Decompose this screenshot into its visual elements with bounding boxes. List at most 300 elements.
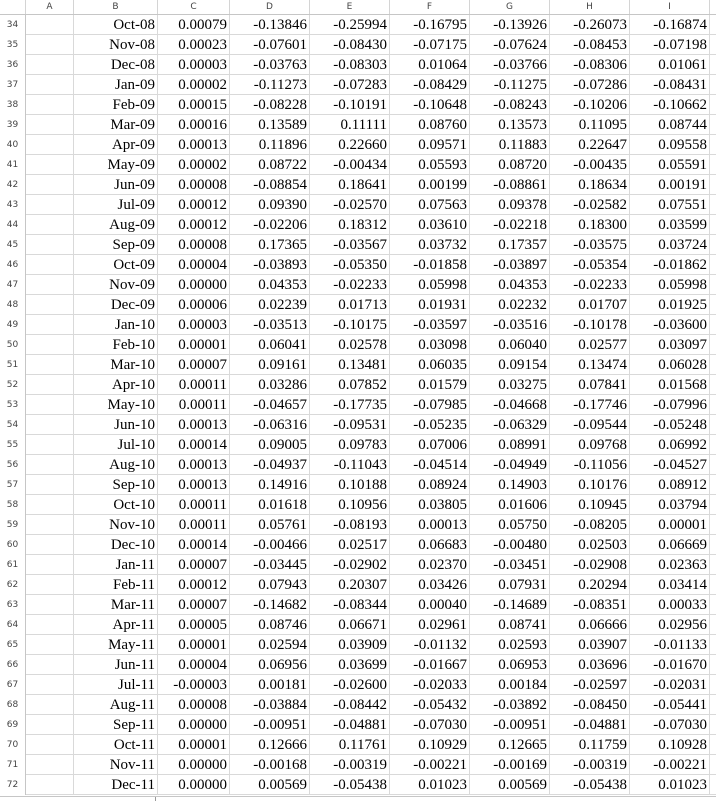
cell-e60[interactable]: 0.02517 [310,535,390,555]
column-header-b[interactable]: B [74,0,158,14]
cell-g35[interactable]: -0.07624 [470,35,550,55]
cell-d65[interactable]: 0.02594 [230,635,310,655]
cell-d62[interactable]: 0.07943 [230,575,310,595]
cell-c65[interactable]: 0.00001 [158,635,230,655]
cell-d64[interactable]: 0.08746 [230,615,310,635]
cell-d44[interactable]: -0.02206 [230,215,310,235]
cell-i41[interactable]: 0.05591 [630,155,710,175]
cell-a67[interactable] [26,675,74,695]
cell-h37[interactable]: -0.07286 [550,75,630,95]
cell-d36[interactable]: -0.03763 [230,55,310,75]
cell-g72[interactable]: 0.00569 [470,775,550,795]
cell-b44[interactable]: Aug-09 [74,215,158,235]
cell-i50[interactable]: 0.03097 [630,335,710,355]
cell-c47[interactable]: 0.00000 [158,275,230,295]
row-header[interactable]: 56 [0,455,26,475]
cell-b54[interactable]: Jun-10 [74,415,158,435]
cell-d41[interactable]: 0.08722 [230,155,310,175]
column-header-g[interactable]: G [470,0,550,14]
cell-e61[interactable]: -0.02902 [310,555,390,575]
cell-e38[interactable]: -0.10191 [310,95,390,115]
cell-h60[interactable]: 0.02503 [550,535,630,555]
row-header[interactable]: 59 [0,515,26,535]
column-header-h[interactable]: H [550,0,630,14]
cell-f46[interactable]: -0.01858 [390,255,470,275]
cell-i44[interactable]: 0.03599 [630,215,710,235]
cell-g68[interactable]: -0.03892 [470,695,550,715]
cell-i46[interactable]: -0.01862 [630,255,710,275]
cell-h38[interactable]: -0.10206 [550,95,630,115]
cell-d51[interactable]: 0.09161 [230,355,310,375]
cell-h40[interactable]: 0.22647 [550,135,630,155]
cell-g59[interactable]: 0.05750 [470,515,550,535]
cell-i42[interactable]: 0.00191 [630,175,710,195]
cell-e50[interactable]: 0.02578 [310,335,390,355]
cell-h68[interactable]: -0.08450 [550,695,630,715]
cell-g36[interactable]: -0.03766 [470,55,550,75]
cell-d45[interactable]: 0.17365 [230,235,310,255]
cell-a66[interactable] [26,655,74,675]
cell-c35[interactable]: 0.00023 [158,35,230,55]
cell-f40[interactable]: 0.09571 [390,135,470,155]
cell-h51[interactable]: 0.13474 [550,355,630,375]
cell-e70[interactable]: 0.11761 [310,735,390,755]
cell-b36[interactable]: Dec-08 [74,55,158,75]
cell-g56[interactable]: -0.04949 [470,455,550,475]
cell-b41[interactable]: May-09 [74,155,158,175]
cell-a46[interactable] [26,255,74,275]
cell-a58[interactable] [26,495,74,515]
cell-h64[interactable]: 0.06666 [550,615,630,635]
cell-a56[interactable] [26,455,74,475]
cell-g45[interactable]: 0.17357 [470,235,550,255]
cell-f67[interactable]: -0.02033 [390,675,470,695]
cell-d52[interactable]: 0.03286 [230,375,310,395]
cell-a40[interactable] [26,135,74,155]
cell-c44[interactable]: 0.00012 [158,215,230,235]
cell-d53[interactable]: -0.04657 [230,395,310,415]
cell-b37[interactable]: Jan-09 [74,75,158,95]
cell-f45[interactable]: 0.03732 [390,235,470,255]
cell-g51[interactable]: 0.09154 [470,355,550,375]
cell-b50[interactable]: Feb-10 [74,335,158,355]
cell-h67[interactable]: -0.02597 [550,675,630,695]
cell-i70[interactable]: 0.10928 [630,735,710,755]
cell-h49[interactable]: -0.10178 [550,315,630,335]
row-header[interactable]: 44 [0,215,26,235]
cell-c36[interactable]: 0.00003 [158,55,230,75]
cell-g69[interactable]: -0.00951 [470,715,550,735]
cell-b66[interactable]: Jun-11 [74,655,158,675]
cell-c71[interactable]: 0.00000 [158,755,230,775]
cell-i68[interactable]: -0.05441 [630,695,710,715]
cell-h39[interactable]: 0.11095 [550,115,630,135]
cell-e49[interactable]: -0.10175 [310,315,390,335]
cell-c68[interactable]: 0.00008 [158,695,230,715]
cell-d37[interactable]: -0.11273 [230,75,310,95]
cell-a53[interactable] [26,395,74,415]
cell-c54[interactable]: 0.00013 [158,415,230,435]
cell-a69[interactable] [26,715,74,735]
row-header[interactable]: 35 [0,35,26,55]
cell-e35[interactable]: -0.08430 [310,35,390,55]
cell-a71[interactable] [26,755,74,775]
row-header[interactable]: 65 [0,635,26,655]
cell-e63[interactable]: -0.08344 [310,595,390,615]
cell-a34[interactable] [26,15,74,35]
row-header[interactable]: 66 [0,655,26,675]
cell-d59[interactable]: 0.05761 [230,515,310,535]
cell-i40[interactable]: 0.09558 [630,135,710,155]
cell-f50[interactable]: 0.03098 [390,335,470,355]
cell-e62[interactable]: 0.20307 [310,575,390,595]
cell-e43[interactable]: -0.02570 [310,195,390,215]
cell-a37[interactable] [26,75,74,95]
cell-g49[interactable]: -0.03516 [470,315,550,335]
cell-f52[interactable]: 0.01579 [390,375,470,395]
cell-f64[interactable]: 0.02961 [390,615,470,635]
cell-i57[interactable]: 0.08912 [630,475,710,495]
cell-g41[interactable]: 0.08720 [470,155,550,175]
cell-c45[interactable]: 0.00008 [158,235,230,255]
cell-d50[interactable]: 0.06041 [230,335,310,355]
cell-f59[interactable]: 0.00013 [390,515,470,535]
cell-a54[interactable] [26,415,74,435]
cell-e58[interactable]: 0.10956 [310,495,390,515]
cell-d54[interactable]: -0.06316 [230,415,310,435]
cell-e51[interactable]: 0.13481 [310,355,390,375]
cell-e40[interactable]: 0.22660 [310,135,390,155]
cell-b43[interactable]: Jul-09 [74,195,158,215]
cell-h65[interactable]: 0.03907 [550,635,630,655]
row-header[interactable]: 43 [0,195,26,215]
cell-d42[interactable]: -0.08854 [230,175,310,195]
cell-e55[interactable]: 0.09783 [310,435,390,455]
cell-b34[interactable]: Oct-08 [74,15,158,35]
row-header[interactable]: 69 [0,715,26,735]
cell-e46[interactable]: -0.05350 [310,255,390,275]
cell-a47[interactable] [26,275,74,295]
cell-c52[interactable]: 0.00011 [158,375,230,395]
cell-f70[interactable]: 0.10929 [390,735,470,755]
cell-d46[interactable]: -0.03893 [230,255,310,275]
row-header[interactable]: 54 [0,415,26,435]
cell-a57[interactable] [26,475,74,495]
cell-d61[interactable]: -0.03445 [230,555,310,575]
cell-f69[interactable]: -0.07030 [390,715,470,735]
cell-h50[interactable]: 0.02577 [550,335,630,355]
cell-f35[interactable]: -0.07175 [390,35,470,55]
cell-b39[interactable]: Mar-09 [74,115,158,135]
cell-e65[interactable]: 0.03909 [310,635,390,655]
cell-a38[interactable] [26,95,74,115]
cell-e39[interactable]: 0.11111 [310,115,390,135]
cell-c50[interactable]: 0.00001 [158,335,230,355]
cell-e47[interactable]: -0.02233 [310,275,390,295]
cell-i63[interactable]: 0.00033 [630,595,710,615]
cell-c46[interactable]: 0.00004 [158,255,230,275]
cell-i60[interactable]: 0.06669 [630,535,710,555]
cell-f49[interactable]: -0.03597 [390,315,470,335]
cell-d49[interactable]: -0.03513 [230,315,310,335]
column-header-c[interactable]: C [158,0,230,14]
cell-a41[interactable] [26,155,74,175]
cell-b51[interactable]: Mar-10 [74,355,158,375]
cell-b71[interactable]: Nov-11 [74,755,158,775]
cell-h42[interactable]: 0.18634 [550,175,630,195]
cell-g61[interactable]: -0.03451 [470,555,550,575]
cell-i35[interactable]: -0.07198 [630,35,710,55]
column-header-e[interactable]: E [310,0,390,14]
cell-f56[interactable]: -0.04514 [390,455,470,475]
cell-f60[interactable]: 0.06683 [390,535,470,555]
cell-h36[interactable]: -0.08306 [550,55,630,75]
cell-c59[interactable]: 0.00011 [158,515,230,535]
cell-g37[interactable]: -0.11275 [470,75,550,95]
cell-h59[interactable]: -0.08205 [550,515,630,535]
cell-e45[interactable]: -0.03567 [310,235,390,255]
row-header[interactable]: 45 [0,235,26,255]
cell-f37[interactable]: -0.08429 [390,75,470,95]
cell-b60[interactable]: Dec-10 [74,535,158,555]
cell-g53[interactable]: -0.04668 [470,395,550,415]
cell-a49[interactable] [26,315,74,335]
cell-i71[interactable]: -0.00221 [630,755,710,775]
cell-e37[interactable]: -0.07283 [310,75,390,95]
cell-f38[interactable]: -0.10648 [390,95,470,115]
cell-b59[interactable]: Nov-10 [74,515,158,535]
cell-a61[interactable] [26,555,74,575]
cell-a63[interactable] [26,595,74,615]
cell-f36[interactable]: 0.01064 [390,55,470,75]
cell-f68[interactable]: -0.05432 [390,695,470,715]
cell-e67[interactable]: -0.02600 [310,675,390,695]
cell-b38[interactable]: Feb-09 [74,95,158,115]
cell-i39[interactable]: 0.08744 [630,115,710,135]
cell-a68[interactable] [26,695,74,715]
cell-a44[interactable] [26,215,74,235]
cell-f53[interactable]: -0.07985 [390,395,470,415]
cell-d68[interactable]: -0.03884 [230,695,310,715]
cell-c60[interactable]: 0.00014 [158,535,230,555]
cell-f63[interactable]: 0.00040 [390,595,470,615]
cell-d69[interactable]: -0.00951 [230,715,310,735]
cell-h44[interactable]: 0.18300 [550,215,630,235]
cell-b57[interactable]: Sep-10 [74,475,158,495]
cell-b55[interactable]: Jul-10 [74,435,158,455]
cell-g66[interactable]: 0.06953 [470,655,550,675]
cell-d72[interactable]: 0.00569 [230,775,310,795]
cell-i72[interactable]: 0.01023 [630,775,710,795]
cell-e34[interactable]: -0.25994 [310,15,390,35]
cell-h72[interactable]: -0.05438 [550,775,630,795]
cell-b62[interactable]: Feb-11 [74,575,158,595]
cell-i49[interactable]: -0.03600 [630,315,710,335]
cell-c49[interactable]: 0.00003 [158,315,230,335]
cell-g44[interactable]: -0.02218 [470,215,550,235]
cell-b47[interactable]: Nov-09 [74,275,158,295]
cell-a52[interactable] [26,375,74,395]
cell-b70[interactable]: Oct-11 [74,735,158,755]
cell-d56[interactable]: -0.04937 [230,455,310,475]
cell-c66[interactable]: 0.00004 [158,655,230,675]
cell-h66[interactable]: 0.03696 [550,655,630,675]
cell-f57[interactable]: 0.08924 [390,475,470,495]
cell-c70[interactable]: 0.00001 [158,735,230,755]
cell-b58[interactable]: Oct-10 [74,495,158,515]
row-header[interactable]: 34 [0,15,26,35]
cell-h35[interactable]: -0.08453 [550,35,630,55]
cell-b46[interactable]: Oct-09 [74,255,158,275]
cell-g39[interactable]: 0.13573 [470,115,550,135]
cell-g40[interactable]: 0.11883 [470,135,550,155]
row-header[interactable]: 64 [0,615,26,635]
cell-f34[interactable]: -0.16795 [390,15,470,35]
cell-c51[interactable]: 0.00007 [158,355,230,375]
cell-e44[interactable]: 0.18312 [310,215,390,235]
cell-h62[interactable]: 0.20294 [550,575,630,595]
cell-h52[interactable]: 0.07841 [550,375,630,395]
cell-a35[interactable] [26,35,74,55]
cell-h53[interactable]: -0.17746 [550,395,630,415]
cell-c72[interactable]: 0.00000 [158,775,230,795]
cell-h56[interactable]: -0.11056 [550,455,630,475]
cell-h55[interactable]: 0.09768 [550,435,630,455]
cell-c61[interactable]: 0.00007 [158,555,230,575]
cell-h34[interactable]: -0.26073 [550,15,630,35]
cell-a50[interactable] [26,335,74,355]
cell-g47[interactable]: 0.04353 [470,275,550,295]
cell-i38[interactable]: -0.10662 [630,95,710,115]
cell-i61[interactable]: 0.02363 [630,555,710,575]
cell-g34[interactable]: -0.13926 [470,15,550,35]
cell-c48[interactable]: 0.00006 [158,295,230,315]
cell-f41[interactable]: 0.05593 [390,155,470,175]
cell-d57[interactable]: 0.14916 [230,475,310,495]
row-header[interactable]: 48 [0,295,26,315]
cell-i51[interactable]: 0.06028 [630,355,710,375]
cell-f51[interactable]: 0.06035 [390,355,470,375]
cell-d58[interactable]: 0.01618 [230,495,310,515]
cell-c39[interactable]: 0.00016 [158,115,230,135]
cell-d34[interactable]: -0.13846 [230,15,310,35]
cell-e53[interactable]: -0.17735 [310,395,390,415]
row-header[interactable]: 55 [0,435,26,455]
cell-i53[interactable]: -0.07996 [630,395,710,415]
cell-b35[interactable]: Nov-08 [74,35,158,55]
cell-g67[interactable]: 0.00184 [470,675,550,695]
cell-f71[interactable]: -0.00221 [390,755,470,775]
row-header[interactable]: 41 [0,155,26,175]
row-header[interactable]: 70 [0,735,26,755]
cell-a60[interactable] [26,535,74,555]
cell-f61[interactable]: 0.02370 [390,555,470,575]
cell-i65[interactable]: -0.01133 [630,635,710,655]
cell-b65[interactable]: May-11 [74,635,158,655]
cell-c69[interactable]: 0.00000 [158,715,230,735]
cell-c56[interactable]: 0.00013 [158,455,230,475]
cell-c38[interactable]: 0.00015 [158,95,230,115]
cell-b42[interactable]: Jun-09 [74,175,158,195]
cell-e68[interactable]: -0.08442 [310,695,390,715]
cell-c40[interactable]: 0.00013 [158,135,230,155]
row-header[interactable]: 39 [0,115,26,135]
cell-g50[interactable]: 0.06040 [470,335,550,355]
cell-g38[interactable]: -0.08243 [470,95,550,115]
cell-f42[interactable]: 0.00199 [390,175,470,195]
cell-c67[interactable]: -0.00003 [158,675,230,695]
cell-b48[interactable]: Dec-09 [74,295,158,315]
cell-i69[interactable]: -0.07030 [630,715,710,735]
cell-e54[interactable]: -0.09531 [310,415,390,435]
cell-c41[interactable]: 0.00002 [158,155,230,175]
cell-d66[interactable]: 0.06956 [230,655,310,675]
cell-d67[interactable]: 0.00181 [230,675,310,695]
cell-a59[interactable] [26,515,74,535]
cell-i55[interactable]: 0.06992 [630,435,710,455]
cell-d35[interactable]: -0.07601 [230,35,310,55]
cell-g64[interactable]: 0.08741 [470,615,550,635]
cell-i37[interactable]: -0.08431 [630,75,710,95]
row-header[interactable]: 40 [0,135,26,155]
cell-i45[interactable]: 0.03724 [630,235,710,255]
cell-c62[interactable]: 0.00012 [158,575,230,595]
cell-f65[interactable]: -0.01132 [390,635,470,655]
cell-d70[interactable]: 0.12666 [230,735,310,755]
row-header[interactable]: 49 [0,315,26,335]
cell-g48[interactable]: 0.02232 [470,295,550,315]
cell-g71[interactable]: -0.00169 [470,755,550,775]
cell-b68[interactable]: Aug-11 [74,695,158,715]
cell-f72[interactable]: 0.01023 [390,775,470,795]
row-header[interactable]: 51 [0,355,26,375]
cell-e36[interactable]: -0.08303 [310,55,390,75]
row-header[interactable]: 37 [0,75,26,95]
cell-f58[interactable]: 0.03805 [390,495,470,515]
cell-g62[interactable]: 0.07931 [470,575,550,595]
cell-a51[interactable] [26,355,74,375]
cell-a48[interactable] [26,295,74,315]
row-header[interactable]: 38 [0,95,26,115]
cell-d63[interactable]: -0.14682 [230,595,310,615]
cell-f54[interactable]: -0.05235 [390,415,470,435]
row-header[interactable]: 52 [0,375,26,395]
cell-i47[interactable]: 0.05998 [630,275,710,295]
select-all-corner[interactable] [0,0,26,14]
cell-i54[interactable]: -0.05248 [630,415,710,435]
row-header[interactable]: 46 [0,255,26,275]
cell-e69[interactable]: -0.04881 [310,715,390,735]
cell-f47[interactable]: 0.05998 [390,275,470,295]
cell-c55[interactable]: 0.00014 [158,435,230,455]
sheet-tab-divider[interactable] [155,797,156,801]
row-header[interactable]: 58 [0,495,26,515]
cell-h70[interactable]: 0.11759 [550,735,630,755]
cell-b56[interactable]: Aug-10 [74,455,158,475]
row-header[interactable]: 67 [0,675,26,695]
cell-d43[interactable]: 0.09390 [230,195,310,215]
cell-i58[interactable]: 0.03794 [630,495,710,515]
cell-b53[interactable]: May-10 [74,395,158,415]
row-header[interactable]: 50 [0,335,26,355]
row-header[interactable]: 47 [0,275,26,295]
row-header[interactable]: 36 [0,55,26,75]
cell-b61[interactable]: Jan-11 [74,555,158,575]
cell-a39[interactable] [26,115,74,135]
cell-g55[interactable]: 0.08991 [470,435,550,455]
cell-e66[interactable]: 0.03699 [310,655,390,675]
cell-g70[interactable]: 0.12665 [470,735,550,755]
